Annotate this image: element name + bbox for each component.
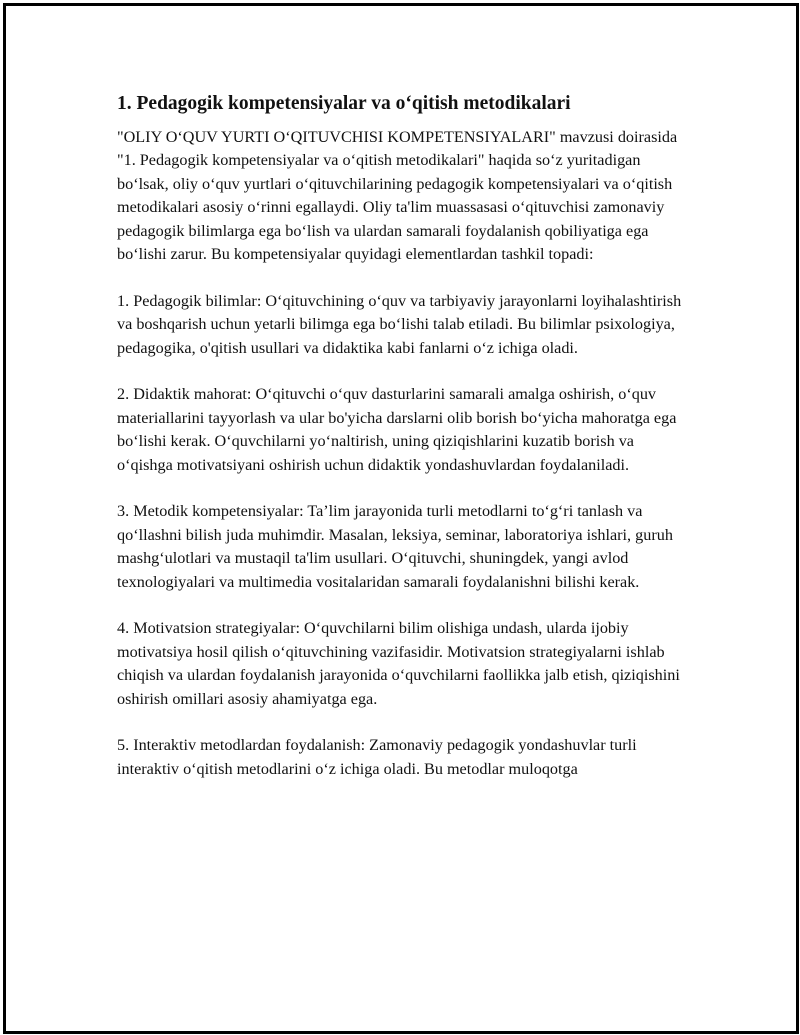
- section-heading: 1. Pedagogik kompetensiyalar va o‘qitish metodikalari: [117, 93, 571, 114]
- paragraph-metodik-kompetensiyalar: 3. Metodik kompetensiyalar: Ta’lim jarayonida turli metodlarni to‘g‘ri tanlash va qo‘llashni bilish juda muhimdir. Masalan, leksiya, seminar, laboratoriya ishlari, guruh mashg‘ulotlari va mustaqil ta'lim usullari. O‘qituvchi, shuningdek, yangi avlod texnologiyalari va multimedia vositalaridan samarali foydalanishni bilishi kerak.: [117, 502, 673, 591]
- paragraph-didaktik-mahorat: 2. Didaktik mahorat: O‘qituvchi o‘quv dasturlarini samarali amalga oshirish, o‘quv materiallarini tayyorlash va ular bo'yicha darslarni olib borish bo‘yicha mahoratga ega bo‘lishi kerak. O‘quvchilarni yo‘naltirish, uning qiziqishlarini kuzatib borish va o‘qishga motivatsiyani oshirish uchun didaktik yondashuvlardan foydalaniladi.: [117, 385, 677, 474]
- paragraph-motivatsion-strategiyalar: 4. Motivatsion strategiyalar: O‘quvchilarni bilim olishiga undash, ularda ijobiy motivatsiya hosil qilish o‘qituvchining vazifasidir. Motivatsion strategiyalarni ishlab chiqish va ulardan foydalanish jarayonida o‘quvchilarni faollikka jalb etish, qiziqishini oshirish omillari asosiy ahamiyatga ega.: [117, 619, 680, 708]
- paragraph-interaktiv-metodlar: 5. Interaktiv metodlardan foydalanish: Zamonaviy pedagogik yondashuvlar turli interaktiv o‘qitish metodlarini o‘z ichiga oladi. Bu metodlar muloqotga: [117, 736, 637, 778]
- paragraph-pedagogik-bilimlar: 1. Pedagogik bilimlar: O‘qituvchining o‘quv va tarbiyaviy jarayonlarni loyihalashtirish va boshqarish uchun yetarli bilimga ega bo‘lishi talab etiladi. Bu bilimlar psixologiya, pedagogika, o'qitish usullari va didaktika kabi fanlarni o‘z ichiga oladi.: [117, 291, 682, 357]
- document-body: [117, 90, 687, 805]
- intro-paragraph: "OLIY O‘QUV YURTI O‘QITUVCHISI KOMPETENSIYALARI" mavzusi doirasida "1. Pedagogik kompetensiyalar va o‘qitish metodikalari" haqida so‘z yuritadigan bo‘lsak, oliy o‘quv yurtlari o‘qituvchilarining pedagogik kompetensiyalari va o‘qitish metodikalari asosiy o‘rinni egallaydi. Oliy ta'lim muassasasi o‘qituvchisi zamonaviy pedagogik bilimlarga ega bo‘lish va ulardan samarali foydalanish qobiliyatiga ega bo‘lishi zarur. Bu kompetensiyalar quyidagi elementlardan tashkil topadi:: [117, 128, 678, 264]
